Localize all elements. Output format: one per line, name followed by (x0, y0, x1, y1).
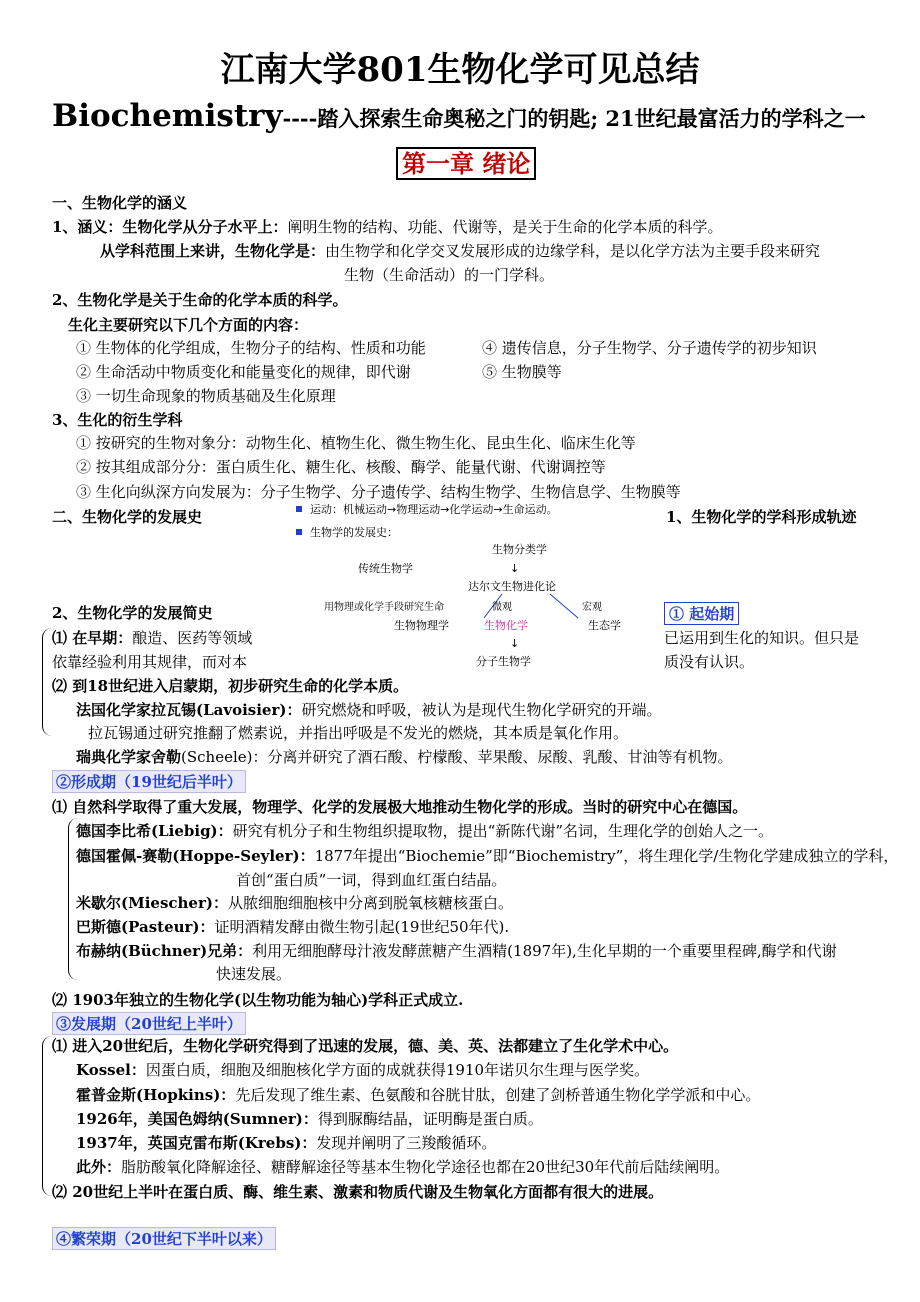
node-physio: 生物物理学 (394, 619, 449, 632)
arrow-down-icon: ↓ (510, 562, 520, 575)
text: 先后发现了维生素、色氨酸和谷胱甘肽，创建了剑桥普通生物化学学派和中心。 (235, 1086, 761, 1104)
paragraph: 首创“蛋白质”一词，得到血红蛋白结晶。 (236, 871, 507, 889)
bold-text: 法国化学家拉瓦锡(Lavoisier)： (76, 701, 302, 719)
section-heading: 二、生物化学的发展史 (52, 508, 203, 526)
node-traditional: 传统生物学 (358, 562, 413, 575)
paragraph: ⑵ 20世纪上半叶在蛋白质、酶、维生素、激素和物质代谢及生物氧化方面都有很大的进展。 (52, 1183, 664, 1201)
bullet-icon (296, 529, 302, 535)
page-title: 江南大学801生物化学可见总结 (220, 50, 700, 90)
paragraph: 生化主要研究以下几个方面的内容： (68, 316, 309, 334)
period-label: ②形成期（19世纪后半叶） (52, 770, 246, 793)
bold-text: 瑞典化学家舍勒 (76, 748, 182, 766)
text: (Scheele)：分离并研究了酒石酸、柠檬酸、苹果酸、尿酸、乳酸、甘油等有机物。 (181, 748, 733, 766)
period-start-label: ① 起始期 (664, 602, 739, 625)
node-micro: 微观 (492, 602, 512, 613)
text: 研究有机分子和生物组织提取物，提出“新陈代谢”名词，生理化学的创始人之一。 (232, 822, 774, 840)
paragraph: ⑵ 1903年独立的生物化学(以生物功能为轴心)学科正式成立. (52, 991, 464, 1009)
text: 研究燃烧和呼吸，被认为是现代生物化学研究的开端。 (301, 701, 662, 719)
bold-text: 1、涵义：生物化学从分子水平上： (52, 218, 288, 236)
list-item: ② 生命活动中物质变化和能量变化的规律，即代谢 (76, 363, 411, 381)
node-method: 用物理或化学手段研究生命 (324, 602, 444, 613)
paragraph (52, 216, 722, 237)
bold-text: 德国霍佩-赛勒(Hoppe-Seyler)： (76, 847, 315, 865)
chapter-heading: 第一章 绪论 (396, 147, 536, 180)
list-item: ② 按其组成部分分：蛋白质生化、糖生化、核酸、酶学、能量代谢、代谢调控等 (76, 458, 606, 476)
list-item: ⑤ 生物膜等 (482, 363, 562, 381)
paragraph: ⑴ 自然科学取得了重大发展，物理学、化学的发展极大地推动生物化学的形成。当时的研究中心在德国。 (52, 798, 748, 816)
paragraph (100, 240, 820, 261)
node-classify: 生物分类学 (492, 543, 547, 556)
bullet-icon (296, 506, 302, 512)
bold-text: 巴斯德(Pasteur)： (76, 918, 215, 936)
bold-text: 此外： (76, 1158, 122, 1176)
text: 从脓细胞细胞核中分离到脱氧核糖核蛋白。 (227, 894, 513, 912)
paragraph (76, 1108, 543, 1129)
subtitle-big: Biochemistry (52, 98, 283, 134)
paragraph: ⑴ 进入20世纪后，生物化学研究得到了迅速的发展，德、美、英、法都建立了生化学术中心。 (52, 1037, 679, 1055)
paragraph: 依靠经验利用其规律，而对本 (52, 653, 248, 671)
text: 阐明生物的结构、功能、代谢等，是关于生命的化学本质的科学。 (287, 218, 723, 236)
paragraph (76, 746, 733, 767)
node-darwin: 达尔文生物进化论 (468, 580, 556, 593)
period-label: ④繁荣期（20世纪下半叶以来） (52, 1227, 276, 1250)
diagram-line1: 运动：机械运动→物理运动→化学运动→生命运动。 (310, 503, 558, 516)
page-subtitle (52, 98, 866, 134)
text: 得到脲酶结晶，证明酶是蛋白质。 (317, 1110, 543, 1128)
paragraph (76, 845, 898, 866)
list-item: ① 生物体的化学组成，生物分子的结构、性质和功能 (76, 339, 426, 357)
bold-text: 霍普金斯(Hopkins)： (76, 1086, 236, 1104)
paragraph: 质没有认识。 (664, 653, 755, 671)
text: 脂肪酸氧化降解途径、糖酵解途径等基本生物化学途径也都在20世纪30年代前后陆续阐明。 (121, 1158, 730, 1176)
paragraph: 2、生物化学是关于生命的化学本质的科学。 (52, 291, 348, 309)
bold-text: 1926年，美国色姆纳(Sumner)： (76, 1110, 318, 1128)
bold-text: 布赫纳(Büchner)兄弟： (76, 942, 253, 960)
subtitle-rest: ----踏入探索生命奥秘之门的钥匙; 21世纪最富活力的学科之一 (282, 106, 866, 131)
paragraph (76, 892, 513, 913)
text: 发现并阐明了三羧酸循环。 (316, 1134, 497, 1152)
node-macro: 宏观 (582, 602, 602, 613)
list-item: ③ 一切生命现象的物质基础及生化原理 (76, 387, 336, 405)
paragraph (76, 1084, 760, 1105)
paragraph (76, 940, 837, 961)
paragraph (76, 820, 773, 841)
bold-text: 1937年，英国克雷布斯(Krebs)： (76, 1134, 317, 1152)
text: 酿造、医药等领域 (132, 629, 253, 647)
paragraph (76, 916, 509, 937)
biology-history-diagram (292, 500, 662, 680)
text: 证明酒精发酵由微生物引起(19世纪50年代). (214, 918, 510, 936)
node-biochem: 生物化学 (484, 619, 528, 632)
section-heading: 一、生物化学的涵义 (52, 194, 188, 212)
bold-text: 米歇尔(Miescher)： (76, 894, 228, 912)
bold-text: 从学科范围上来讲，生物化学是： (100, 242, 326, 260)
bold-text: Kossel： (76, 1061, 146, 1079)
connector-line (550, 594, 578, 618)
paragraph: 快速发展。 (216, 965, 292, 983)
list-item: ③ 生化向纵深方向发展为：分子生物学、分子遗传学、结构生物学、生物信息学、生物膜等 (76, 483, 681, 501)
text: 由生物学和化学交叉发展形成的边缘学科，是以化学方法为主要手段来研究 (325, 242, 821, 260)
text: 因蛋白质，细胞及细胞核化学方面的成就获得1910年诺贝尔生理与医学奖。 (145, 1061, 650, 1079)
arrow-down-icon: ↓ (510, 637, 520, 650)
paragraph (76, 699, 662, 720)
paragraph: 生物（生命活动）的一门学科。 (344, 266, 555, 284)
node-molbio: 分子生物学 (476, 655, 531, 668)
node-eco: 生态学 (588, 619, 621, 632)
bold-text: 德国李比希(Liebig)： (76, 822, 233, 840)
paragraph (76, 1132, 496, 1153)
text: 利用无细胞酵母汁液发酵蔗糖产生酒精(1897年),生化早期的一个重要里程碑,酶学和代谢 (252, 942, 837, 960)
brace-bracket (42, 1036, 52, 1196)
list-item: ① 按研究的生物对象分：动物生化、植物生化、微生物生化、昆虫生化、临床生化等 (76, 434, 636, 452)
period-label: ③发展期（20世纪上半叶） (52, 1012, 246, 1035)
paragraph (76, 1059, 649, 1080)
text: 1877年提出“Biochemie”即“Biochemistry”，将生理化学/生物化学建成独立的学科， (314, 847, 899, 865)
list-item: ④ 遗传信息，分子生物学、分子遗传学的初步知识 (482, 339, 817, 357)
paragraph (52, 627, 252, 648)
paragraph: ⑵ 到18世纪进入启蒙期，初步研究生命的化学本质。 (52, 677, 409, 695)
paragraph (76, 1156, 729, 1177)
paragraph: 拉瓦锡通过研究推翻了燃素说，并指出呼吸是不发光的燃烧，其本质是氧化作用。 (88, 724, 629, 742)
paragraph: 已运用到生化的知识。但只是 (664, 629, 860, 647)
bold-text: ⑴ 在早期： (52, 629, 133, 647)
track-title: 1、生物化学的学科形成轨迹 (666, 508, 857, 526)
brace-bracket (42, 628, 52, 736)
diagram-line2: 生物学的发展史： (310, 526, 398, 539)
subsection-heading: 2、生物化学的发展简史 (52, 604, 213, 622)
paragraph: 3、生化的衍生学科 (52, 411, 183, 429)
